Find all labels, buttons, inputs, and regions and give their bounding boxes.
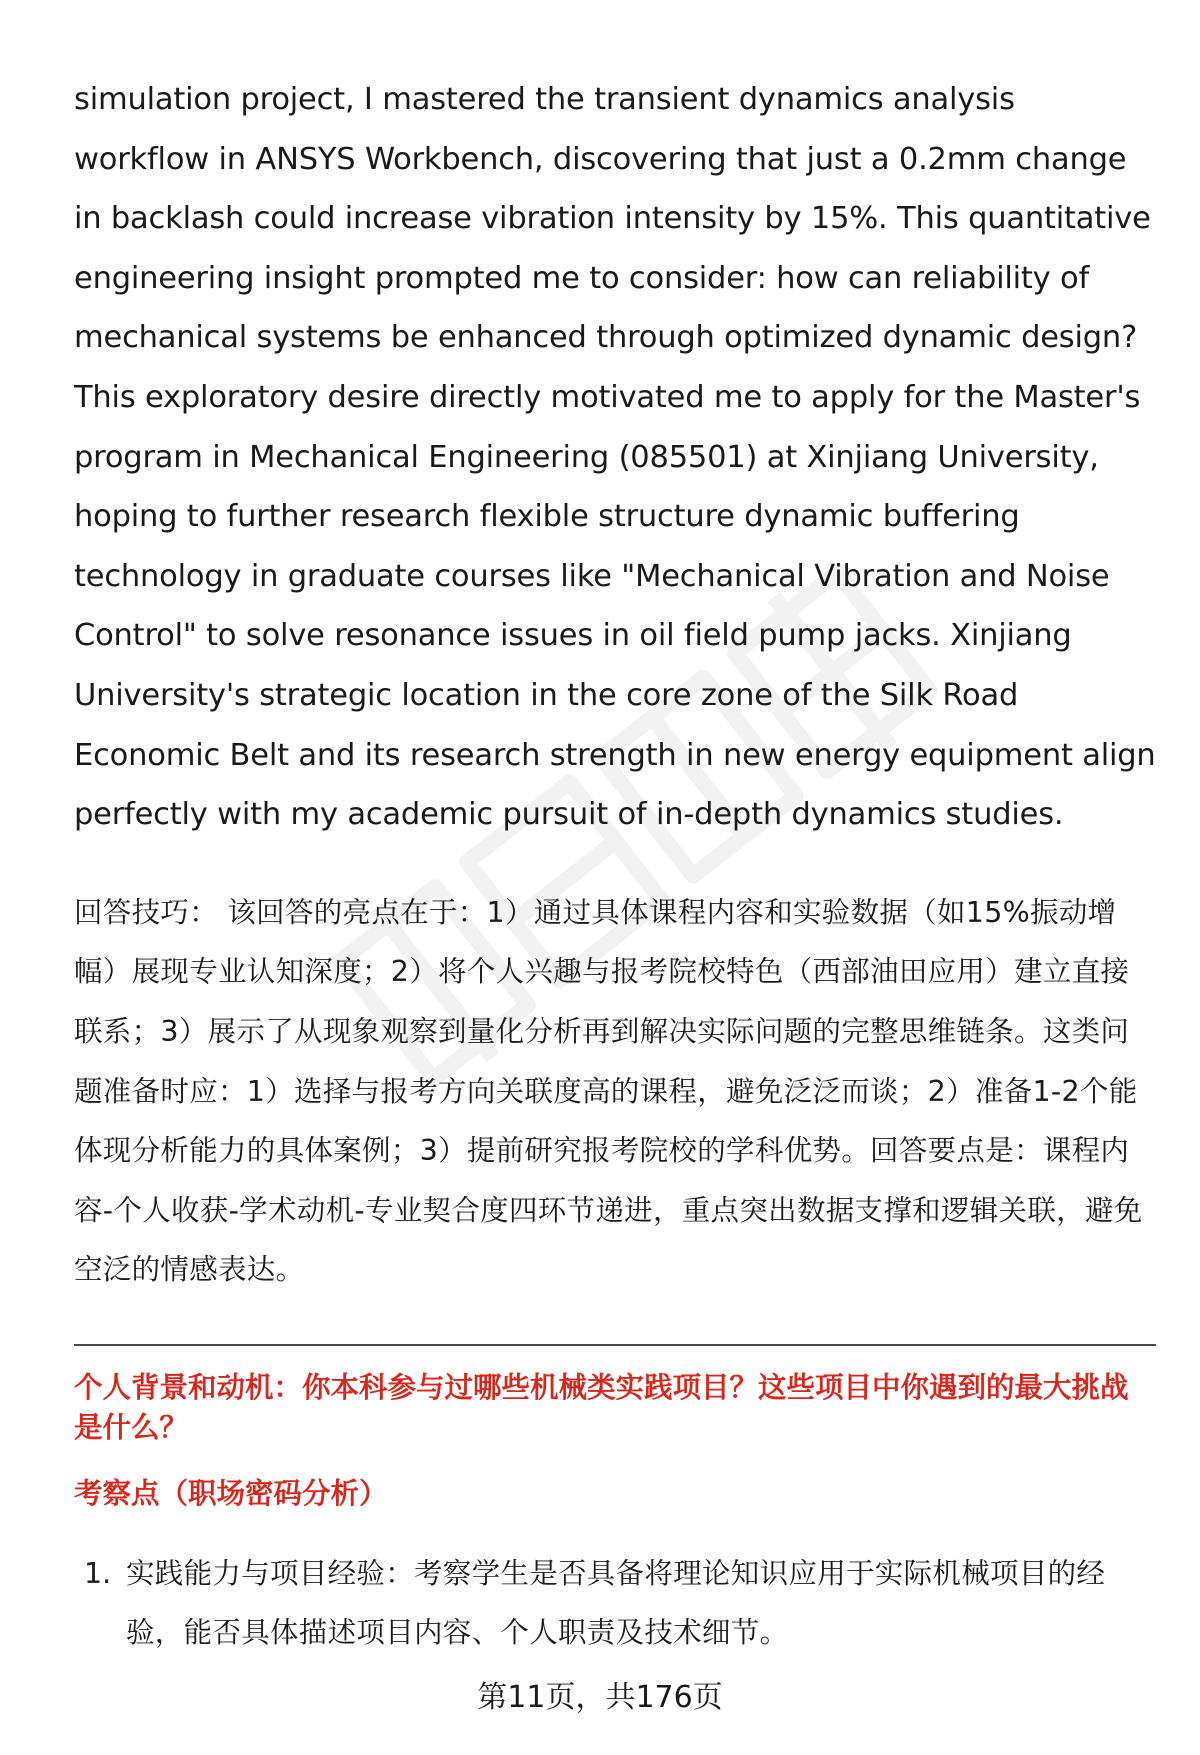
list-item (74, 1544, 1156, 1663)
list-item-number: 1. (84, 1556, 112, 1590)
assessment-subheading: 考察点（职场密码分析） (74, 1476, 388, 1510)
document-page (74, 70, 1156, 1663)
list-item-text: 实践能力与项目经验：考察学生是否具备将理论知识应用于实际机械项目的经验，能否具体描述项目内容、个人职责及技术细节。 (126, 1556, 1106, 1650)
section-divider (74, 1344, 1156, 1346)
question-heading: 个人背景和动机：你本科参与过哪些机械类实践项目？这些项目中你遇到的最大挑战是什么？ (74, 1370, 1129, 1444)
statement-paragraph: simulation project, I mastered the transient dynamics analysis workflow in ANSYS Workbench, discovering that just a 0.2mm change in backlash could increase vibration intensity by 15%. This quantitative engineering insight prompted me to consider: how can reliability of mechanical systems be enhanced through optimized dynamic design? This exploratory desire directly motivated me to apply for the Master's program in Mechanical Engineering (085501) at Xinjiang University, hoping to further research flexible structure dynamic buffering technology in graduate courses like "Mechanical Vibration and Noise Control" to solve resonance issues in oil field pump jacks. Xinjiang University's strategic location in the core zone of the Silk Road Economic Belt and its research strength in new energy equipment align perfectly with my academic pursuit of in-depth dynamics studies. (74, 82, 1156, 833)
page-number-footer: 第11页，共176页 (477, 1680, 723, 1715)
answer-tips-paragraph: 回答技巧： 该回答的亮点在于：1）通过具体课程内容和实验数据（如15%振动增幅）展现专业认知深度；2）将个人兴趣与报考院校特色（西部油田应用）建立直接联系；3）展示了从现象观察到量化分析再到解决实际问题的完整思维链条。这类问题准备时应：1）选择与报考方向关联度高的课程，避免泛泛而谈；2）准备1-2个能体现分析能力的具体案例；3）提前研究报考院校的学科优势。回答要点是：课程内容-个人收获-学术动机-专业契合度四环节递进，重点突出数据支撑和逻辑关联，避免空泛的情感表达。 (74, 895, 1143, 1287)
assessment-point-list (74, 1544, 1156, 1663)
